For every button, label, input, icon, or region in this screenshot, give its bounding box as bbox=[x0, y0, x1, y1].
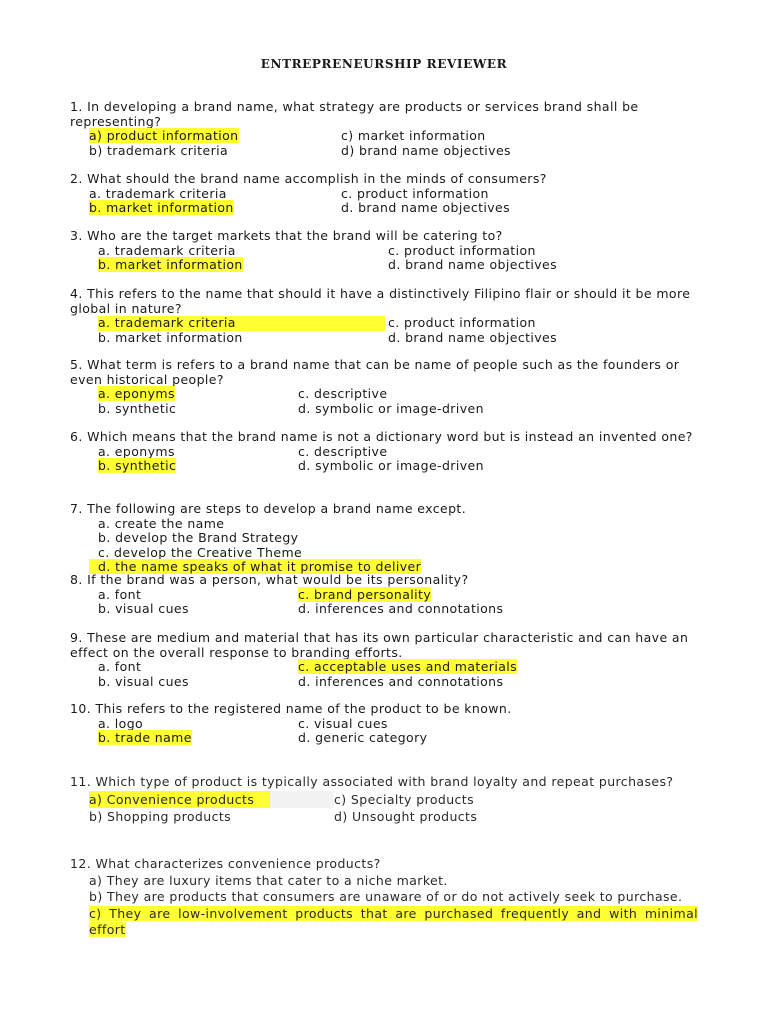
option-d: d. brand name objectives bbox=[388, 257, 558, 272]
options bbox=[70, 316, 698, 345]
question-12 bbox=[70, 856, 698, 939]
option-c: c. develop the Creative Theme bbox=[98, 544, 303, 560]
option-b: b) Shopping products bbox=[89, 808, 232, 824]
option-a: a. eponyms bbox=[98, 443, 175, 459]
option-c-answer: c. brand personality bbox=[298, 586, 432, 602]
option-a: a. font bbox=[98, 586, 142, 602]
option-b: b. market information bbox=[98, 329, 243, 345]
question-text: 10. This refers to the registered name of the product to be known. bbox=[70, 701, 512, 716]
question-text: 11. Which type of product is typically associated with brand loyalty and repeat purchases? bbox=[70, 774, 674, 789]
option-b-answer: b. trade name bbox=[98, 730, 192, 745]
question-text: 6. Which means that the brand name is not a dictionary word but is instead an invented one? bbox=[70, 429, 693, 444]
option-b: b. synthetic bbox=[98, 400, 177, 416]
option-d: d. symbolic or image-driven bbox=[298, 400, 484, 416]
option-a-answer: a. eponyms bbox=[98, 386, 175, 401]
option-c: c. product information bbox=[341, 185, 489, 201]
question-10 bbox=[70, 702, 698, 746]
option-a-answer: a) product information bbox=[89, 128, 239, 143]
question-text: 3. Who are the target markets that the brand will be catering to? bbox=[70, 228, 503, 243]
options bbox=[70, 187, 698, 216]
option-d: d. brand name objectives bbox=[341, 200, 511, 215]
option-a: a. trademark criteria bbox=[89, 185, 227, 201]
options bbox=[70, 445, 698, 474]
option-b: b. visual cues bbox=[98, 601, 189, 616]
option-c: c. descriptive bbox=[298, 386, 388, 401]
option-c: c. descriptive bbox=[298, 443, 388, 459]
question-8 bbox=[70, 573, 698, 617]
option-a: a. font bbox=[98, 659, 142, 674]
option-a: a. logo bbox=[98, 715, 144, 731]
question-2 bbox=[70, 172, 698, 216]
options bbox=[70, 791, 698, 825]
option-c-answer: c) They are low-involvement products that are purchased frequently and with minimal effort bbox=[89, 905, 698, 937]
option-a: a. trademark criteria bbox=[98, 242, 236, 258]
option-b: b. visual cues bbox=[98, 673, 189, 689]
question-text: 7. The following are steps to develop a brand name except. bbox=[70, 501, 467, 516]
options bbox=[70, 244, 698, 273]
option-d: d. brand name objectives bbox=[388, 329, 558, 345]
option-b-answer: b. synthetic bbox=[98, 458, 177, 473]
question-text: 9. These are medium and material that has its own particular characteristic and can have an effect on the overall response to branding efforts. bbox=[70, 630, 689, 660]
option-c: c) Specialty products bbox=[334, 791, 475, 807]
option-c: c. visual cues bbox=[298, 715, 388, 731]
option-b: b) trademark criteria bbox=[89, 142, 229, 158]
option-c: c. product information bbox=[388, 242, 536, 258]
options bbox=[70, 588, 698, 617]
option-c-answer: c. acceptable uses and materials bbox=[298, 659, 518, 674]
options bbox=[70, 717, 698, 746]
option-b: b) They are products that consumers are unaware of or do not actively seek to purchase. bbox=[89, 889, 683, 904]
question-6 bbox=[70, 430, 698, 474]
option-b-answer: b. market information bbox=[89, 200, 234, 215]
option-a: a) They are luxury items that cater to a niche market. bbox=[89, 872, 448, 888]
option-d: d. inferences and connotations bbox=[298, 601, 504, 616]
option-b-answer: b. market information bbox=[98, 257, 243, 272]
option-d-answer: d. the name speaks of what it promise to deliver bbox=[89, 559, 421, 574]
option-c: c. product information bbox=[388, 315, 536, 330]
option-d: d. inferences and connotations bbox=[298, 673, 504, 689]
options bbox=[70, 517, 698, 575]
option-a-answer: a) Convenience products bbox=[89, 791, 270, 808]
question-text: 4. This refers to the name that should it have a distinctively Filipino flair or should it be more global in nature? bbox=[70, 286, 691, 316]
question-text: 1. In developing a brand name, what strategy are products or services brand shall be representing? bbox=[70, 99, 639, 129]
question-9 bbox=[70, 631, 698, 689]
question-text: 2. What should the brand name accomplish in the minds of consumers? bbox=[70, 171, 547, 186]
option-d: d. symbolic or image-driven bbox=[298, 458, 484, 473]
option-d: d) brand name objectives bbox=[341, 142, 511, 158]
question-11 bbox=[70, 774, 698, 825]
question-text: 5. What term is refers to a brand name that can be name of people such as the founders or even historical people? bbox=[70, 357, 680, 387]
options bbox=[70, 387, 698, 416]
question-text: 8. If the brand was a person, what would be its personality? bbox=[70, 572, 469, 587]
option-d: d) Unsought products bbox=[334, 808, 478, 824]
options bbox=[70, 129, 698, 158]
question-5 bbox=[70, 358, 698, 416]
question-7 bbox=[70, 502, 698, 575]
option-d: d. generic category bbox=[298, 730, 428, 745]
question-3 bbox=[70, 229, 698, 273]
document-title: ENTREPRENEURSHIP REVIEWER bbox=[260, 57, 508, 71]
question-text: 12. What characterizes convenience products? bbox=[70, 856, 381, 871]
option-a-answer: a. trademark criteria bbox=[98, 316, 385, 331]
option-c: c) market information bbox=[341, 128, 486, 143]
option-a: a. create the name bbox=[98, 515, 225, 531]
question-1 bbox=[70, 100, 698, 158]
options bbox=[70, 660, 698, 689]
question-4 bbox=[70, 287, 698, 345]
option-b: b. develop the Brand Strategy bbox=[98, 530, 299, 545]
